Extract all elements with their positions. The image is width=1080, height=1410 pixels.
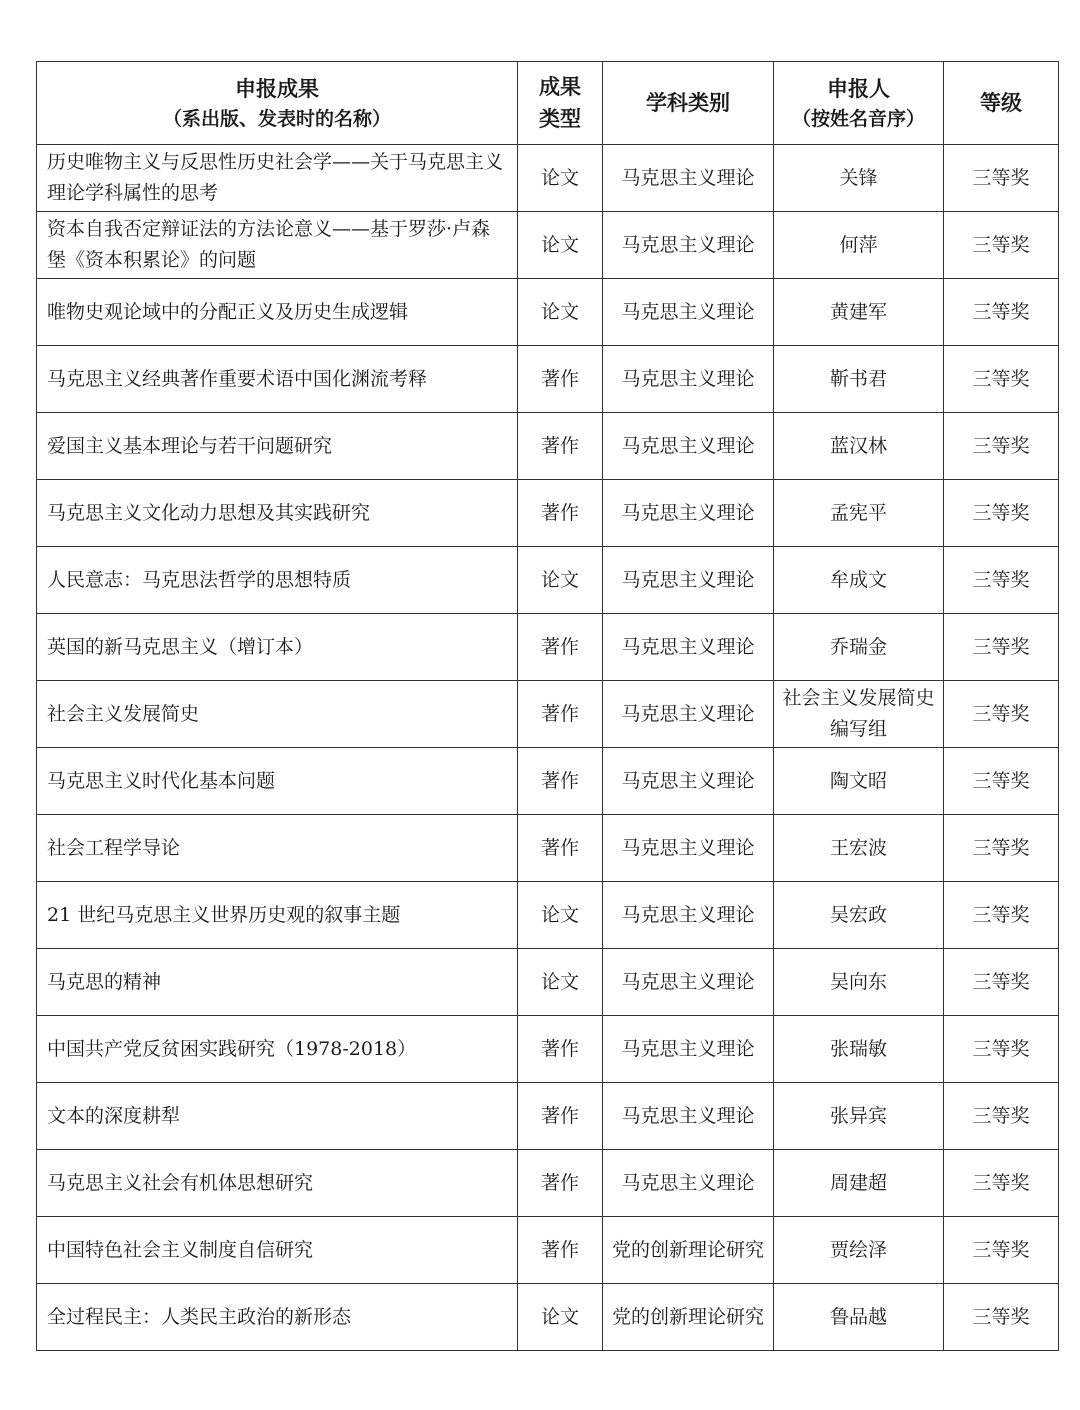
cell-applicant: 贾绘泽 <box>774 1217 944 1284</box>
header-row <box>37 62 1059 145</box>
cell-grade: 三等奖 <box>944 815 1059 882</box>
cell-grade: 三等奖 <box>944 346 1059 413</box>
table-row <box>37 346 1059 413</box>
cell-grade: 三等奖 <box>944 1217 1059 1284</box>
cell-subject: 马克思主义理论 <box>603 882 774 949</box>
cell-title: 马克思的精神 <box>37 949 518 1016</box>
cell-subject: 马克思主义理论 <box>603 346 774 413</box>
cell-title: 21 世纪马克思主义世界历史观的叙事主题 <box>37 882 518 949</box>
header-applicant-note: （按姓名音序） <box>791 108 925 130</box>
table-row <box>37 413 1059 480</box>
table-header <box>37 62 1059 145</box>
cell-applicant: 蓝汉林 <box>774 413 944 480</box>
cell-type: 论文 <box>518 949 603 1016</box>
header-applicant <box>774 62 944 145</box>
cell-applicant: 关锋 <box>774 145 944 212</box>
cell-subject: 马克思主义理论 <box>603 748 774 815</box>
cell-title: 中国共产党反贫困实践研究（1978-2018） <box>37 1016 518 1083</box>
table-row <box>37 681 1059 748</box>
cell-subject: 党的创新理论研究 <box>603 1217 774 1284</box>
cell-applicant: 张异宾 <box>774 1083 944 1150</box>
cell-type: 著作 <box>518 748 603 815</box>
table-row <box>37 1150 1059 1217</box>
cell-title: 英国的新马克思主义（增订本） <box>37 614 518 681</box>
cell-type: 著作 <box>518 1150 603 1217</box>
cell-title: 全过程民主：人类民主政治的新形态 <box>37 1284 518 1351</box>
cell-grade: 三等奖 <box>944 145 1059 212</box>
cell-type: 论文 <box>518 279 603 346</box>
cell-grade: 三等奖 <box>944 212 1059 279</box>
table-row <box>37 1083 1059 1150</box>
cell-grade: 三等奖 <box>944 413 1059 480</box>
cell-applicant: 乔瑞金 <box>774 614 944 681</box>
cell-grade: 三等奖 <box>944 1284 1059 1351</box>
table-row <box>37 1284 1059 1351</box>
cell-type: 著作 <box>518 1016 603 1083</box>
header-title <box>37 62 518 145</box>
header-title-note: （系出版、发表时的名称） <box>162 108 391 130</box>
header-grade <box>944 62 1059 145</box>
cell-type: 著作 <box>518 346 603 413</box>
cell-title: 社会工程学导论 <box>37 815 518 882</box>
cell-title: 人民意志：马克思法哲学的思想特质 <box>37 547 518 614</box>
cell-applicant: 鲁品越 <box>774 1284 944 1351</box>
table-row <box>37 882 1059 949</box>
table-row <box>37 748 1059 815</box>
table-row <box>37 1217 1059 1284</box>
table-row <box>37 279 1059 346</box>
cell-type: 论文 <box>518 547 603 614</box>
cell-type: 著作 <box>518 681 603 748</box>
cell-subject: 马克思主义理论 <box>603 145 774 212</box>
cell-applicant: 王宏波 <box>774 815 944 882</box>
cell-grade: 三等奖 <box>944 547 1059 614</box>
header-type-line1: 成果 <box>539 75 581 99</box>
cell-subject: 马克思主义理论 <box>603 949 774 1016</box>
table-row <box>37 145 1059 212</box>
cell-grade: 三等奖 <box>944 279 1059 346</box>
table-body <box>37 145 1059 1351</box>
cell-applicant: 社会主义发展简史编写组 <box>774 681 944 748</box>
cell-subject: 马克思主义理论 <box>603 1083 774 1150</box>
cell-title: 社会主义发展简史 <box>37 681 518 748</box>
table-row <box>37 480 1059 547</box>
cell-subject: 马克思主义理论 <box>603 212 774 279</box>
cell-title: 马克思主义社会有机体思想研究 <box>37 1150 518 1217</box>
table-row <box>37 212 1059 279</box>
cell-grade: 三等奖 <box>944 748 1059 815</box>
cell-title: 马克思主义经典著作重要术语中国化渊流考释 <box>37 346 518 413</box>
cell-applicant: 何萍 <box>774 212 944 279</box>
cell-grade: 三等奖 <box>944 949 1059 1016</box>
cell-subject: 马克思主义理论 <box>603 547 774 614</box>
table-row <box>37 949 1059 1016</box>
cell-type: 著作 <box>518 1217 603 1284</box>
cell-title: 马克思主义时代化基本问题 <box>37 748 518 815</box>
cell-subject: 马克思主义理论 <box>603 815 774 882</box>
cell-grade: 三等奖 <box>944 614 1059 681</box>
header-type <box>518 62 603 145</box>
cell-type: 著作 <box>518 614 603 681</box>
header-subject-label: 学科类别 <box>646 91 730 115</box>
cell-type: 论文 <box>518 212 603 279</box>
cell-applicant: 陶文昭 <box>774 748 944 815</box>
cell-title: 中国特色社会主义制度自信研究 <box>37 1217 518 1284</box>
cell-subject: 马克思主义理论 <box>603 1150 774 1217</box>
cell-type: 论文 <box>518 882 603 949</box>
cell-subject: 马克思主义理论 <box>603 681 774 748</box>
cell-type: 论文 <box>518 145 603 212</box>
table-row <box>37 1016 1059 1083</box>
cell-grade: 三等奖 <box>944 1150 1059 1217</box>
cell-type: 论文 <box>518 1284 603 1351</box>
cell-title: 文本的深度耕犁 <box>37 1083 518 1150</box>
header-subject <box>603 62 774 145</box>
cell-title: 爱国主义基本理论与若干问题研究 <box>37 413 518 480</box>
cell-type: 著作 <box>518 413 603 480</box>
cell-subject: 马克思主义理论 <box>603 480 774 547</box>
cell-subject: 党的创新理论研究 <box>603 1284 774 1351</box>
cell-applicant: 吴向东 <box>774 949 944 1016</box>
header-type-line2: 类型 <box>539 107 581 131</box>
header-applicant-label: 申报人 <box>827 77 890 101</box>
cell-title: 资本自我否定辩证法的方法论意义——基于罗莎·卢森堡《资本积累论》的问题 <box>37 212 518 279</box>
cell-subject: 马克思主义理论 <box>603 279 774 346</box>
cell-applicant: 靳书君 <box>774 346 944 413</box>
cell-applicant: 孟宪平 <box>774 480 944 547</box>
table-row <box>37 614 1059 681</box>
cell-type: 著作 <box>518 480 603 547</box>
cell-subject: 马克思主义理论 <box>603 1016 774 1083</box>
cell-type: 著作 <box>518 815 603 882</box>
cell-grade: 三等奖 <box>944 480 1059 547</box>
cell-subject: 马克思主义理论 <box>603 614 774 681</box>
table-row <box>37 547 1059 614</box>
cell-grade: 三等奖 <box>944 681 1059 748</box>
cell-title: 马克思主义文化动力思想及其实践研究 <box>37 480 518 547</box>
cell-grade: 三等奖 <box>944 1016 1059 1083</box>
cell-title: 唯物史观论域中的分配正义及历史生成逻辑 <box>37 279 518 346</box>
cell-subject: 马克思主义理论 <box>603 413 774 480</box>
cell-applicant: 张瑞敏 <box>774 1016 944 1083</box>
cell-type: 著作 <box>518 1083 603 1150</box>
cell-applicant: 周建超 <box>774 1150 944 1217</box>
cell-grade: 三等奖 <box>944 882 1059 949</box>
header-grade-label: 等级 <box>980 91 1022 115</box>
cell-grade: 三等奖 <box>944 1083 1059 1150</box>
cell-applicant: 牟成文 <box>774 547 944 614</box>
cell-title: 历史唯物主义与反思性历史社会学——关于马克思主义理论学科属性的思考 <box>37 145 518 212</box>
cell-applicant: 吴宏政 <box>774 882 944 949</box>
table-row <box>37 815 1059 882</box>
header-title-label: 申报成果 <box>235 77 319 101</box>
cell-applicant: 黄建军 <box>774 279 944 346</box>
awards-table <box>36 61 1059 1351</box>
